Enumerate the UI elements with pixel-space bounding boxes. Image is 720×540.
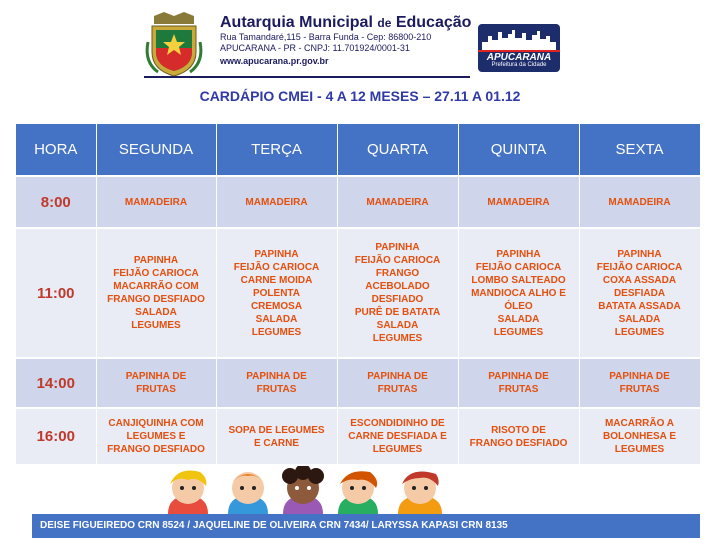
meal-item: MAMADEIRA	[245, 196, 308, 208]
children-illustration	[148, 466, 468, 514]
meal-item: PAPINHA	[617, 248, 662, 260]
meal-item: PAPINHA DE	[609, 371, 670, 382]
organization-info	[220, 14, 470, 66]
meal-cell-sexta	[579, 358, 700, 408]
meal-cell-quinta	[458, 176, 579, 228]
meal-cell-quarta	[337, 176, 458, 228]
meal-item: FRANGO DESFIADO	[107, 444, 205, 455]
meal-item: FRUTAS	[256, 384, 297, 395]
meal-item: PAPINHA	[496, 248, 541, 260]
meal-cell-segunda	[96, 176, 216, 228]
time-cell: 11:00	[16, 228, 96, 358]
meal-item: MAMADEIRA	[487, 196, 550, 208]
meal-cell-terca	[216, 358, 337, 408]
meal-item: BATATA ASSADA	[598, 300, 681, 312]
meal-item: SALADA	[376, 320, 419, 331]
header-hora: HORA	[16, 124, 96, 176]
table-row	[16, 358, 700, 408]
table-row	[16, 176, 700, 228]
skyline-icon	[482, 28, 556, 50]
meal-cell-quarta	[337, 408, 458, 464]
meal-item: FEIJÃO CARIOCA	[233, 261, 320, 273]
meal-cell-quarta	[337, 228, 458, 358]
meal-item: FRANGO DESFIADO	[107, 294, 205, 305]
meal-cell-terca	[216, 176, 337, 228]
meal-cell-terca	[216, 408, 337, 464]
meal-item: MANDIOCA ALHO E	[471, 287, 566, 299]
meal-item: SOPA DE LEGUMES	[228, 424, 325, 436]
meal-item: LEGUMES	[372, 444, 423, 455]
meal-item: FRUTAS	[377, 384, 418, 395]
meal-item: PAPINHA DE	[125, 371, 187, 382]
meal-item: E CARNE	[253, 437, 299, 449]
meal-item: LOMBO SALTEADO	[471, 274, 566, 286]
meal-item: LEGUMES	[251, 326, 302, 338]
meal-item: FRANGO DESFIADO	[469, 437, 568, 449]
meal-item: COXA ASSADA	[602, 274, 677, 286]
meal-item: POLENTA	[252, 287, 301, 299]
meal-item: FRUTAS	[619, 384, 660, 395]
time-cell: 16:00	[16, 408, 96, 464]
organization-name: Autarquia Municipal de Educação	[220, 14, 472, 31]
menu-table	[16, 124, 701, 464]
meal-item: MAMADEIRA	[608, 196, 671, 208]
header-divider	[144, 76, 470, 78]
meal-item: LEGUMES E	[126, 431, 186, 442]
meal-item: ESCONDIDINHO DE	[350, 418, 445, 429]
header-segunda: SEGUNDA	[96, 124, 216, 176]
meal-item: SALADA	[497, 313, 540, 325]
meal-item: LEGUMES	[614, 444, 665, 455]
meal-cell-terca	[216, 228, 337, 358]
meal-item: DESFIADA	[613, 287, 666, 299]
meal-cell-quinta	[458, 408, 579, 464]
meal-item: CARNE DESFIADA E	[348, 431, 447, 442]
meal-item: PAPINHA	[133, 255, 179, 266]
nutritionists-footer: DEISE FIGUEIREDO CRN 8524 / JAQUELINE DE OLIVEIRA CRN 7434/ LARYSSA KAPASI CRN 8135	[32, 514, 700, 538]
meal-item: MAMADEIRA	[366, 196, 429, 208]
header-terca: TERÇA	[216, 124, 337, 176]
meal-item: PAPINHA	[254, 248, 299, 260]
municipal-coat-of-arms	[144, 12, 204, 78]
meal-item: ACEBOLADO	[365, 281, 430, 292]
table-row	[16, 228, 700, 358]
time-cell: 14:00	[16, 358, 96, 408]
city-logo	[478, 24, 560, 72]
meal-cell-sexta	[579, 228, 700, 358]
meal-item: FEIJÃO CARIOCA	[113, 268, 199, 279]
meal-item: FRANGO	[375, 268, 420, 279]
meal-item: FRUTAS	[136, 384, 176, 395]
meal-cell-quinta	[458, 228, 579, 358]
meal-item: FEIJÃO CARIOCA	[596, 261, 683, 273]
meal-item: PURÊ DE BATATA	[354, 307, 441, 318]
meal-item: RISOTO DE	[491, 424, 546, 436]
meal-item: LEGUMES	[372, 333, 423, 344]
meal-item: LEGUMES	[131, 320, 181, 331]
header-quinta: QUINTA	[458, 124, 579, 176]
meal-item: CANJIQUINHA COM	[108, 418, 204, 429]
meal-cell-quarta	[337, 358, 458, 408]
meal-item: DESFIADO	[371, 294, 424, 305]
meal-cell-segunda	[96, 228, 216, 358]
city-cnpj-line: APUCARANA - PR - CNPJ: 11.701924/0001-31	[220, 43, 410, 53]
meal-item: LEGUMES	[493, 326, 544, 338]
meal-item: SALADA	[255, 313, 298, 325]
table-header-row	[16, 124, 700, 176]
meal-cell-sexta	[579, 408, 700, 464]
meal-item: FEIJÃO CARIOCA	[354, 255, 441, 266]
header-sexta: SEXTA	[579, 124, 700, 176]
meal-item: FRUTAS	[498, 384, 539, 395]
logo-city-name: APUCARANA	[486, 52, 552, 63]
header-quarta: QUARTA	[337, 124, 458, 176]
logo-subtitle: Prefeitura da Cidade	[491, 62, 547, 68]
meal-item: CARNE MOIDA	[240, 274, 313, 286]
meal-item: SALADA	[135, 307, 177, 318]
meal-item: ÓLEO	[504, 300, 533, 312]
meal-item: MACARRÃO A	[604, 418, 675, 429]
meal-item: SALADA	[618, 313, 661, 325]
meal-item: PAPINHA DE	[488, 371, 549, 382]
table-row	[16, 408, 700, 464]
meal-cell-segunda	[96, 408, 216, 464]
time-cell: 8:00	[16, 176, 96, 228]
meal-cell-segunda	[96, 358, 216, 408]
meal-item: PAPINHA	[375, 242, 420, 253]
meal-item: PAPINHA DE	[367, 371, 428, 382]
meal-item: FEIJÃO CARIOCA	[475, 261, 562, 273]
address-line: Rua Tamandaré,115 - Barra Funda - Cep: 86800-210	[220, 32, 432, 42]
meal-item: CREMOSA	[250, 300, 303, 312]
menu-title: CARDÁPIO CMEI - 4 A 12 MESES – 27.11 A 01.12	[199, 88, 521, 104]
meal-item: BOLONHESA E	[603, 431, 676, 442]
website-link[interactable]: www.apucarana.pr.gov.br	[220, 56, 329, 66]
meal-item: MAMADEIRA	[124, 196, 188, 208]
meal-item: LEGUMES	[614, 326, 665, 338]
meal-cell-sexta	[579, 176, 700, 228]
meal-item: MACARRÃO COM	[113, 281, 199, 292]
meal-item: PAPINHA DE	[246, 371, 307, 382]
meal-cell-quinta	[458, 358, 579, 408]
